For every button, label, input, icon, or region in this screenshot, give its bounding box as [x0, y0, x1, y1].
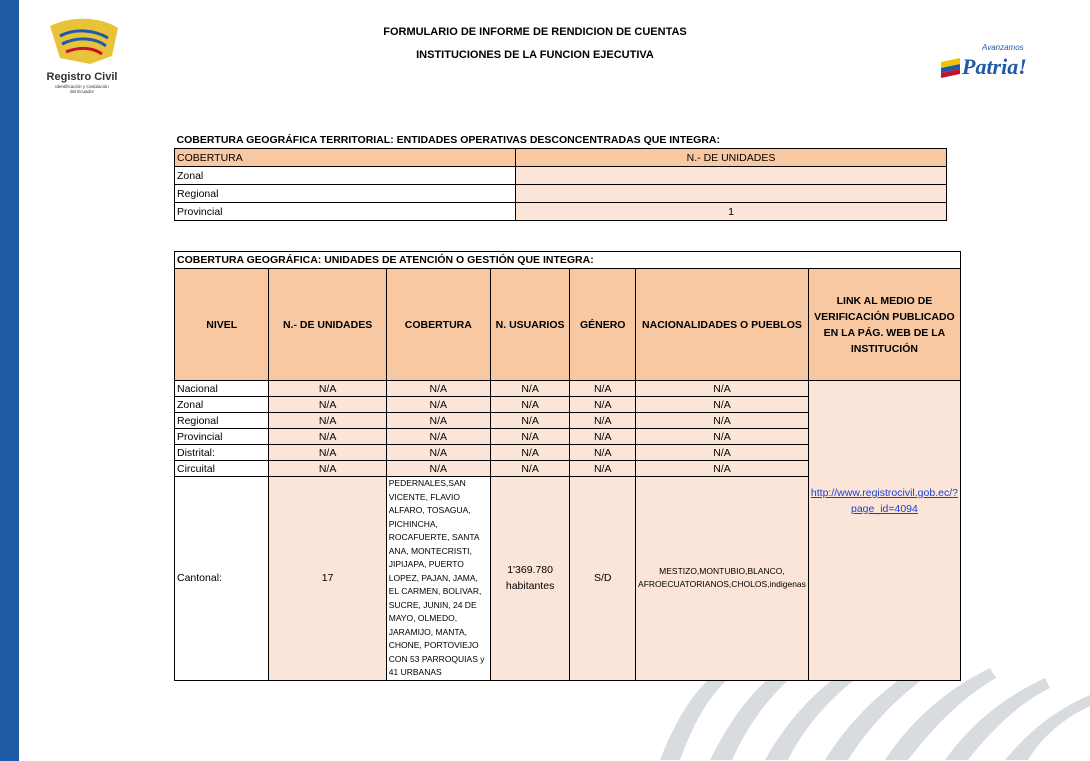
cell-na: N/A [490, 429, 570, 445]
cell-na: N/A [269, 397, 386, 413]
form-subtitle: INSTITUCIONES DE LA FUNCION EJECUTIVA [416, 49, 654, 61]
row-nivel: Provincial [175, 429, 269, 445]
cell-na: N/A [636, 461, 809, 477]
table2-heading: COBERTURA GEOGRÁFICA: UNIDADES DE ATENCIÓN O GESTIÓN QUE INTEGRA: [175, 252, 961, 269]
table1-heading: COBERTURA GEOGRÁFICA TERRITORIAL: ENTIDADES OPERATIVAS DESCONCENTRADAS QUE INTEGRA: [175, 131, 947, 149]
table-row [175, 203, 947, 221]
logo-right-line1: Avanzamos [982, 43, 1024, 52]
cell-na: N/A [386, 461, 490, 477]
column-header-unidades: N.- DE UNIDADES [269, 269, 386, 381]
cell-na: N/A [636, 397, 809, 413]
row-nivel: Zonal [175, 397, 269, 413]
logo-left-tagline-2: del Ecuador [69, 89, 95, 94]
cell-na: N/A [269, 445, 386, 461]
row-nivel: Nacional [175, 381, 269, 397]
cell-na: N/A [570, 397, 636, 413]
cell-na: N/A [570, 429, 636, 445]
cell-na: N/A [490, 381, 570, 397]
link-cell [808, 381, 960, 681]
cell-usuarios: 1'369.780 habitantes [490, 477, 570, 681]
table-row [175, 381, 961, 397]
cell-na: N/A [490, 461, 570, 477]
cell-na: N/A [269, 461, 386, 477]
column-header-nacionalidades: NACIONALIDADES O PUEBLOS [636, 269, 809, 381]
cell-na: N/A [636, 381, 809, 397]
flag-icon [941, 58, 960, 78]
cell-na: N/A [386, 445, 490, 461]
cell-na: N/A [386, 397, 490, 413]
column-header-usuarios: N. USUARIOS [490, 269, 570, 381]
cell-genero: S/D [570, 477, 636, 681]
cell-na: N/A [269, 429, 386, 445]
row-label: Regional [175, 185, 516, 203]
cell-na: N/A [386, 381, 490, 397]
row-nivel: Cantonal: [175, 477, 269, 681]
cell-na: N/A [490, 445, 570, 461]
logo-left-name: Registro Civil [46, 71, 118, 83]
row-label: Provincial [175, 203, 516, 221]
table-header-row [175, 269, 961, 381]
fingerprint-map-icon [50, 19, 118, 64]
attention-units-table [174, 251, 961, 681]
territorial-coverage-table [174, 131, 947, 221]
row-value [516, 167, 947, 185]
cell-na: N/A [386, 413, 490, 429]
cell-na: N/A [269, 413, 386, 429]
column-header-unidades: N.- DE UNIDADES [516, 149, 947, 167]
row-nivel: Circuital [175, 461, 269, 477]
table-heading-row [175, 252, 961, 269]
cell-na: N/A [570, 413, 636, 429]
cell-na: N/A [636, 429, 809, 445]
column-header-nivel: NIVEL [175, 269, 269, 381]
cell-na: N/A [386, 429, 490, 445]
cell-na: N/A [636, 413, 809, 429]
registro-civil-logo [30, 16, 135, 96]
table-header-row [175, 149, 947, 167]
table-row [175, 185, 947, 203]
form-title: FORMULARIO DE INFORME DE RENDICION DE CUENTAS [383, 26, 687, 38]
cell-na: N/A [490, 397, 570, 413]
row-label: Zonal [175, 167, 516, 185]
column-header-cobertura: COBERTURA [175, 149, 516, 167]
row-nivel: Regional [175, 413, 269, 429]
cell-nacionalidades: MESTIZO,MONTUBIO,BLANCO, AFROECUATORIANOS,CHOLOS,indigenas [636, 477, 809, 681]
cell-na: N/A [570, 445, 636, 461]
column-header-cobertura: COBERTURA [386, 269, 490, 381]
cell-na: N/A [570, 461, 636, 477]
column-header-genero: GÉNERO [570, 269, 636, 381]
cell-na: N/A [636, 445, 809, 461]
cell-na: N/A [570, 381, 636, 397]
row-nivel: Distrital: [175, 445, 269, 461]
left-accent-bar [0, 0, 19, 761]
verification-link[interactable]: http://www.registrocivil.gob.ec/?page_id=4094 [810, 487, 958, 515]
logo-right-line2: Patria! [962, 54, 1027, 79]
table-row [175, 167, 947, 185]
row-value: 1 [516, 203, 947, 221]
avanzamos-patria-logo [938, 36, 1038, 86]
cell-unidades: 17 [269, 477, 386, 681]
table-heading-row [175, 131, 947, 149]
row-value [516, 185, 947, 203]
cell-na: N/A [490, 413, 570, 429]
column-header-link: LINK AL MEDIO DE VERIFICACIÓN PUBLICADO EN LA PÁG. WEB DE LA INSTITUCIÓN [808, 269, 960, 381]
cell-cobertura: PEDERNALES,SAN VICENTE, FLAVIO ALFARO, TOSAGUA, PICHINCHA, ROCAFUERTE, SANTA ANA, MONTECRISTI, JIPIJAPA, PUERTO LOPEZ, PAJAN, JAMA, EL CARMEN, BOLIVAR, SUCRE, JUNIN, 24 DE MAYO, OLMEDO, JARAMIJO, MANTA, CHONE, PORTOVIEJO CON 53 PARROQUIAS y 41 URBANAS [386, 477, 490, 681]
cell-na: N/A [269, 381, 386, 397]
logo-left-tagline-1: Identificación y Cedulación [55, 84, 109, 89]
